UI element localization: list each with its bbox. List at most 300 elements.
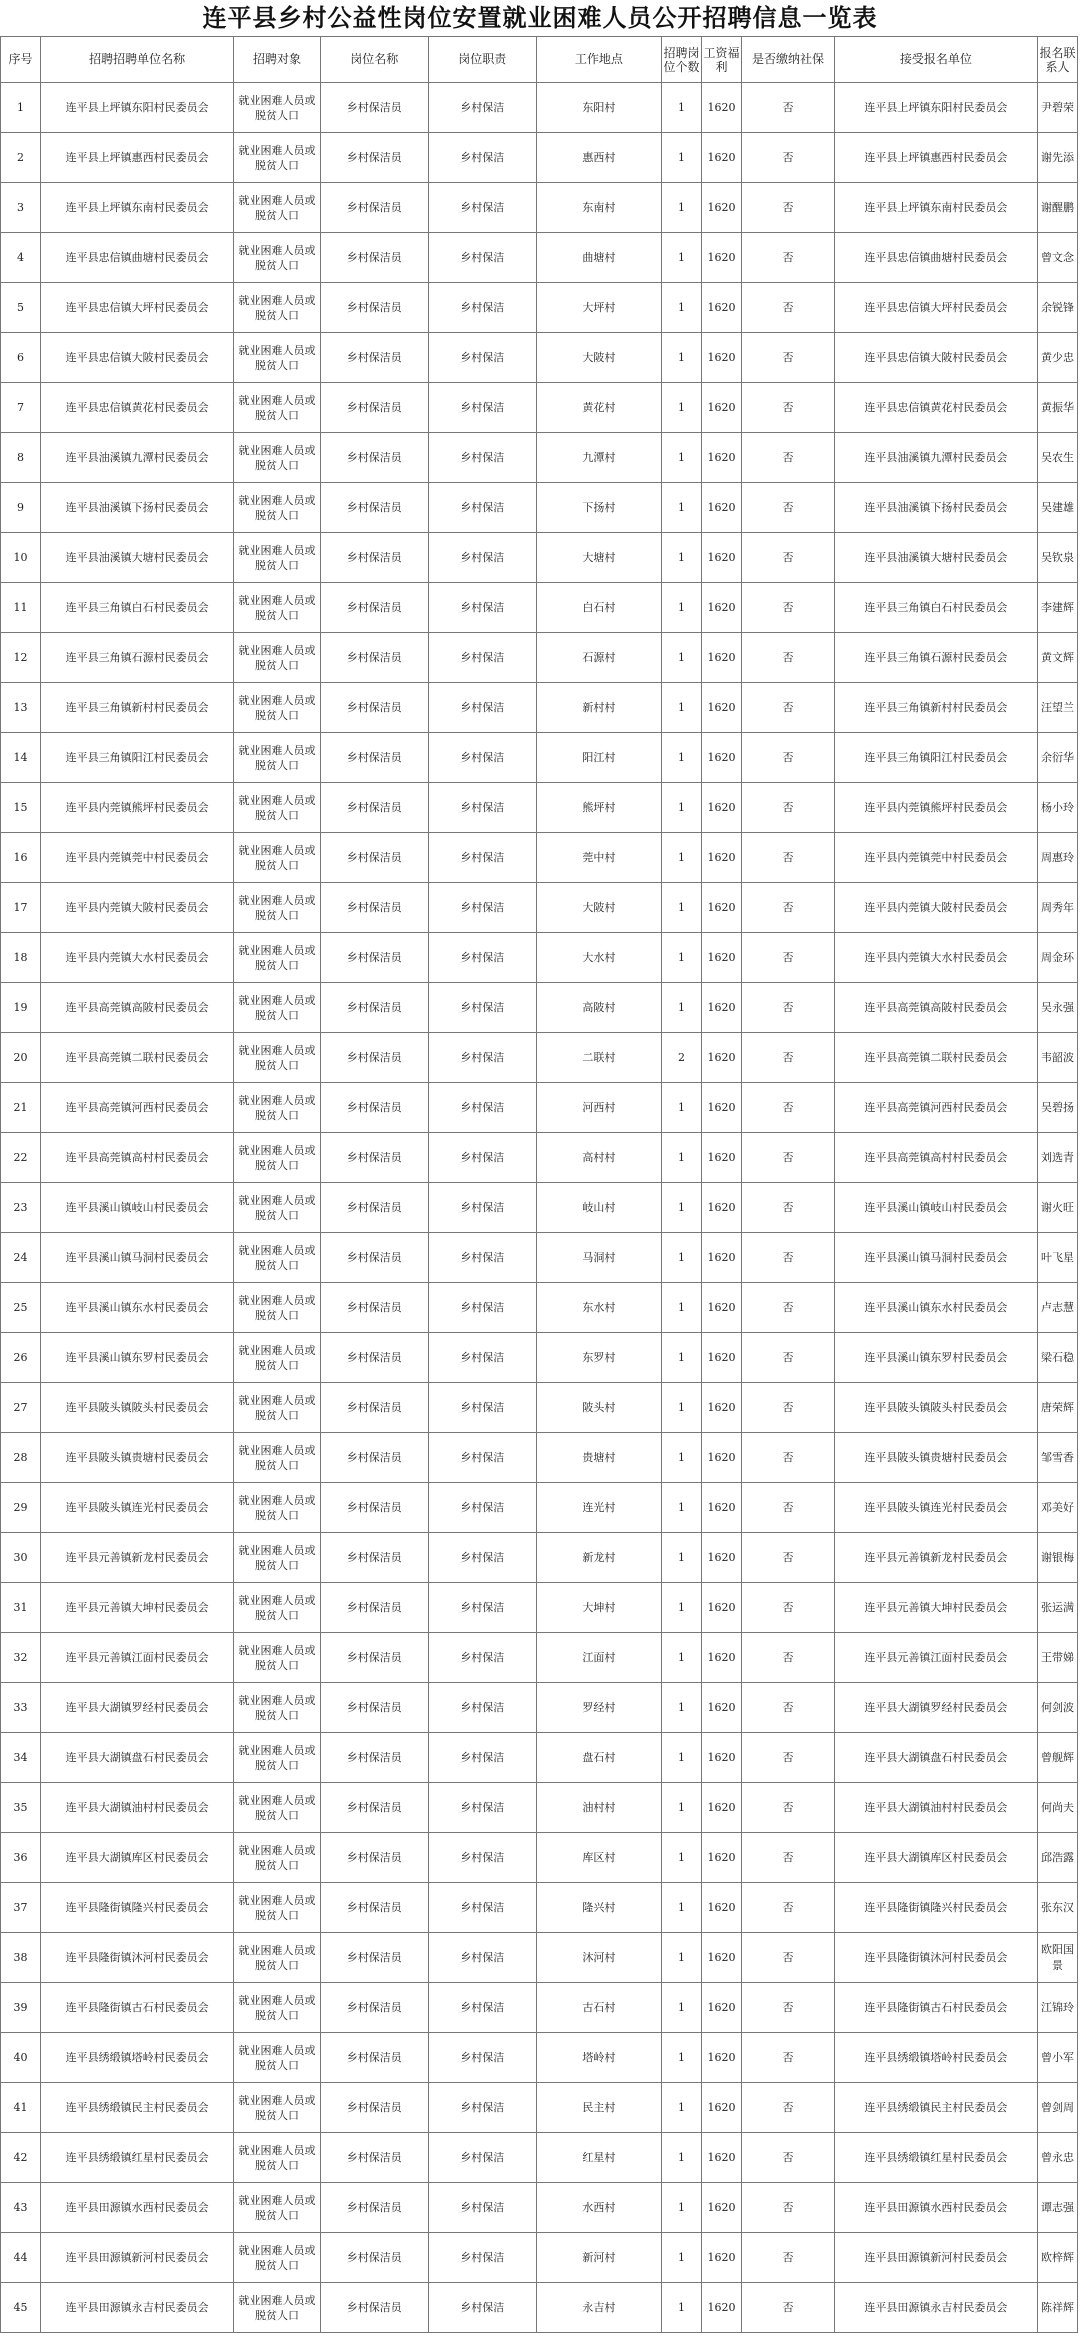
cell-no: 13: [1, 683, 41, 733]
cell-place: 河西村: [536, 1083, 661, 1133]
cell-count: 1: [662, 983, 702, 1033]
cell-insured: 否: [742, 1183, 835, 1233]
cell-count: 1: [662, 1733, 702, 1783]
cell-duty: 乡村保洁: [428, 2183, 536, 2233]
cell-salary: 1620: [702, 783, 742, 833]
cell-contact: 江锦玲: [1037, 1983, 1077, 2033]
cell-place: 石源村: [536, 633, 661, 683]
cell-target: 就业困难人员或脱贫人口: [234, 883, 320, 933]
cell-target: 就业困难人员或脱贫人口: [234, 483, 320, 533]
cell-post: 乡村保洁员: [320, 1983, 428, 2033]
table-row: [1, 633, 1078, 683]
cell-accept: 连平县忠信镇大坪村民委员会: [834, 283, 1037, 333]
cell-duty: 乡村保洁: [428, 2033, 536, 2083]
cell-unit: 连平县高莞镇高村村民委员会: [40, 1133, 233, 1183]
cell-place: 沐河村: [536, 1933, 661, 1983]
cell-count: 1: [662, 833, 702, 883]
cell-post: 乡村保洁员: [320, 483, 428, 533]
cell-accept: 连平县忠信镇黄花村民委员会: [834, 383, 1037, 433]
cell-insured: 否: [742, 1233, 835, 1283]
cell-post: 乡村保洁员: [320, 633, 428, 683]
cell-count: 1: [662, 2283, 702, 2333]
cell-no: 16: [1, 833, 41, 883]
cell-accept: 连平县绣缎镇塔岭村民委员会: [834, 2033, 1037, 2083]
cell-contact: 何剑波: [1037, 1683, 1077, 1733]
cell-contact: 黄文辉: [1037, 633, 1077, 683]
cell-duty: 乡村保洁: [428, 233, 536, 283]
cell-insured: 否: [742, 83, 835, 133]
cell-duty: 乡村保洁: [428, 1033, 536, 1083]
cell-target: 就业困难人员或脱贫人口: [234, 1433, 320, 1483]
cell-no: 4: [1, 233, 41, 283]
cell-post: 乡村保洁员: [320, 2233, 428, 2283]
cell-accept: 连平县上坪镇东南村民委员会: [834, 183, 1037, 233]
cell-accept: 连平县忠信镇大陂村民委员会: [834, 333, 1037, 383]
cell-contact: 谢火旺: [1037, 1183, 1077, 1233]
cell-unit: 连平县忠信镇大坪村民委员会: [40, 283, 233, 333]
cell-count: 1: [662, 1433, 702, 1483]
cell-unit: 连平县大湖镇盘石村民委员会: [40, 1733, 233, 1783]
cell-contact: 谢银梅: [1037, 1533, 1077, 1583]
cell-duty: 乡村保洁: [428, 1683, 536, 1733]
cell-count: 1: [662, 1533, 702, 1583]
cell-place: 库区村: [536, 1833, 661, 1883]
cell-insured: 否: [742, 183, 835, 233]
cell-target: 就业困难人员或脱贫人口: [234, 633, 320, 683]
cell-post: 乡村保洁员: [320, 1783, 428, 1833]
cell-unit: 连平县油溪镇九潭村民委员会: [40, 433, 233, 483]
cell-salary: 1620: [702, 2033, 742, 2083]
cell-unit: 连平县溪山镇马洞村民委员会: [40, 1233, 233, 1283]
cell-accept: 连平县隆街镇沐河村民委员会: [834, 1933, 1037, 1983]
cell-place: 黄花村: [536, 383, 661, 433]
cell-target: 就业困难人员或脱贫人口: [234, 933, 320, 983]
cell-target: 就业困难人员或脱贫人口: [234, 1583, 320, 1633]
cell-post: 乡村保洁员: [320, 1583, 428, 1633]
cell-salary: 1620: [702, 583, 742, 633]
cell-post: 乡村保洁员: [320, 1433, 428, 1483]
cell-target: 就业困难人员或脱贫人口: [234, 183, 320, 233]
table-row: [1, 483, 1078, 533]
cell-count: 1: [662, 183, 702, 233]
cell-salary: 1620: [702, 833, 742, 883]
cell-target: 就业困难人员或脱贫人口: [234, 2283, 320, 2333]
cell-salary: 1620: [702, 883, 742, 933]
cell-duty: 乡村保洁: [428, 683, 536, 733]
cell-place: 大陂村: [536, 883, 661, 933]
cell-unit: 连平县大湖镇油村村民委员会: [40, 1783, 233, 1833]
cell-salary: 1620: [702, 2083, 742, 2133]
cell-place: 新村村: [536, 683, 661, 733]
cell-duty: 乡村保洁: [428, 1983, 536, 2033]
table-row: [1, 1833, 1078, 1883]
table-row: [1, 983, 1078, 1033]
cell-unit: 连平县田源镇新河村民委员会: [40, 2233, 233, 2283]
cell-count: 1: [662, 1083, 702, 1133]
cell-insured: 否: [742, 1483, 835, 1533]
table-row: [1, 1733, 1078, 1783]
cell-no: 11: [1, 583, 41, 633]
cell-post: 乡村保洁员: [320, 783, 428, 833]
cell-salary: 1620: [702, 1983, 742, 2033]
table-row: [1, 2033, 1078, 2083]
cell-no: 39: [1, 1983, 41, 2033]
cell-duty: 乡村保洁: [428, 1283, 536, 1333]
table-row: [1, 533, 1078, 583]
cell-accept: 连平县陂头镇连光村民委员会: [834, 1483, 1037, 1533]
cell-target: 就业困难人员或脱贫人口: [234, 1883, 320, 1933]
cell-target: 就业困难人员或脱贫人口: [234, 583, 320, 633]
cell-contact: 杨小玲: [1037, 783, 1077, 833]
cell-target: 就业困难人员或脱贫人口: [234, 2083, 320, 2133]
cell-insured: 否: [742, 1633, 835, 1683]
cell-unit: 连平县元善镇江面村民委员会: [40, 1633, 233, 1683]
cell-post: 乡村保洁员: [320, 1733, 428, 1783]
cell-salary: 1620: [702, 983, 742, 1033]
cell-place: 盘石村: [536, 1733, 661, 1783]
cell-place: 熊坪村: [536, 783, 661, 833]
cell-count: 1: [662, 1233, 702, 1283]
table-row: [1, 733, 1078, 783]
cell-salary: 1620: [702, 333, 742, 383]
cell-count: 1: [662, 83, 702, 133]
cell-place: 塔岭村: [536, 2033, 661, 2083]
cell-duty: 乡村保洁: [428, 933, 536, 983]
cell-post: 乡村保洁员: [320, 1883, 428, 1933]
cell-no: 24: [1, 1233, 41, 1283]
cell-unit: 连平县忠信镇黄花村民委员会: [40, 383, 233, 433]
cell-salary: 1620: [702, 1733, 742, 1783]
cell-post: 乡村保洁员: [320, 733, 428, 783]
header-count: 招聘岗位个数: [662, 37, 702, 83]
cell-accept: 连平县元善镇江面村民委员会: [834, 1633, 1037, 1683]
cell-contact: 陈祥辉: [1037, 2283, 1077, 2333]
cell-accept: 连平县高莞镇二联村民委员会: [834, 1033, 1037, 1083]
cell-salary: 1620: [702, 2183, 742, 2233]
cell-place: 江面村: [536, 1633, 661, 1683]
cell-insured: 否: [742, 1383, 835, 1433]
cell-duty: 乡村保洁: [428, 1383, 536, 1433]
cell-salary: 1620: [702, 1383, 742, 1433]
cell-place: 大塘村: [536, 533, 661, 583]
cell-insured: 否: [742, 1283, 835, 1333]
cell-salary: 1620: [702, 633, 742, 683]
cell-post: 乡村保洁员: [320, 133, 428, 183]
cell-place: 二联村: [536, 1033, 661, 1083]
cell-unit: 连平县油溪镇下扬村民委员会: [40, 483, 233, 533]
cell-post: 乡村保洁员: [320, 1633, 428, 1683]
cell-count: 1: [662, 233, 702, 283]
cell-unit: 连平县隆街镇沐河村民委员会: [40, 1933, 233, 1983]
cell-no: 18: [1, 933, 41, 983]
cell-place: 隆兴村: [536, 1883, 661, 1933]
cell-no: 37: [1, 1883, 41, 1933]
cell-contact: 吴永强: [1037, 983, 1077, 1033]
cell-target: 就业困难人员或脱贫人口: [234, 2133, 320, 2183]
cell-post: 乡村保洁员: [320, 833, 428, 883]
cell-unit: 连平县田源镇永吉村民委员会: [40, 2283, 233, 2333]
table-row: [1, 833, 1078, 883]
cell-no: 6: [1, 333, 41, 383]
cell-post: 乡村保洁员: [320, 2083, 428, 2133]
cell-target: 就业困难人员或脱贫人口: [234, 733, 320, 783]
header-insured: 是否缴纳社保: [742, 37, 835, 83]
header-target: 招聘对象: [234, 37, 320, 83]
cell-post: 乡村保洁员: [320, 1833, 428, 1883]
cell-count: 1: [662, 1283, 702, 1333]
cell-post: 乡村保洁员: [320, 533, 428, 583]
cell-unit: 连平县高莞镇高陂村民委员会: [40, 983, 233, 1033]
cell-contact: 梁石稳: [1037, 1333, 1077, 1383]
cell-post: 乡村保洁员: [320, 883, 428, 933]
cell-target: 就业困难人员或脱贫人口: [234, 83, 320, 133]
cell-place: 连光村: [536, 1483, 661, 1533]
cell-place: 古石村: [536, 1983, 661, 2033]
cell-contact: 邓美好: [1037, 1483, 1077, 1533]
table-row: [1, 2083, 1078, 2133]
cell-target: 就业困难人员或脱贫人口: [234, 1133, 320, 1183]
cell-no: 21: [1, 1083, 41, 1133]
cell-salary: 1620: [702, 1183, 742, 1233]
table-row: [1, 1583, 1078, 1633]
cell-accept: 连平县大湖镇罗经村民委员会: [834, 1683, 1037, 1733]
cell-accept: 连平县陂头镇陂头村民委员会: [834, 1383, 1037, 1433]
cell-duty: 乡村保洁: [428, 2233, 536, 2283]
cell-target: 就业困难人员或脱贫人口: [234, 1783, 320, 1833]
cell-post: 乡村保洁员: [320, 83, 428, 133]
cell-accept: 连平县大湖镇油村村民委员会: [834, 1783, 1037, 1833]
cell-insured: 否: [742, 383, 835, 433]
cell-unit: 连平县三角镇白石村民委员会: [40, 583, 233, 633]
cell-place: 大陂村: [536, 333, 661, 383]
cell-no: 43: [1, 2183, 41, 2233]
cell-no: 33: [1, 1683, 41, 1733]
cell-contact: 曾小军: [1037, 2033, 1077, 2083]
cell-count: 1: [662, 2233, 702, 2283]
cell-unit: 连平县内莞镇莞中村民委员会: [40, 833, 233, 883]
cell-count: 1: [662, 1633, 702, 1683]
cell-count: 1: [662, 683, 702, 733]
header-unit: 招聘招聘单位名称: [40, 37, 233, 83]
table-row: [1, 2183, 1078, 2233]
cell-count: 1: [662, 333, 702, 383]
cell-no: 26: [1, 1333, 41, 1383]
cell-salary: 1620: [702, 1233, 742, 1283]
cell-count: 1: [662, 1183, 702, 1233]
cell-target: 就业困难人员或脱贫人口: [234, 233, 320, 283]
cell-contact: 叶飞星: [1037, 1233, 1077, 1283]
cell-unit: 连平县三角镇石源村民委员会: [40, 633, 233, 683]
cell-place: 东南村: [536, 183, 661, 233]
cell-unit: 连平县元善镇大坤村民委员会: [40, 1583, 233, 1633]
cell-unit: 连平县大湖镇库区村民委员会: [40, 1833, 233, 1883]
cell-unit: 连平县隆街镇隆兴村民委员会: [40, 1883, 233, 1933]
cell-no: 10: [1, 533, 41, 583]
cell-contact: 周惠玲: [1037, 833, 1077, 883]
cell-target: 就业困难人员或脱贫人口: [234, 1283, 320, 1333]
cell-insured: 否: [742, 1983, 835, 2033]
cell-insured: 否: [742, 1333, 835, 1383]
cell-target: 就业困难人员或脱贫人口: [234, 983, 320, 1033]
cell-place: 曲塘村: [536, 233, 661, 283]
cell-insured: 否: [742, 783, 835, 833]
cell-place: 莞中村: [536, 833, 661, 883]
cell-count: 1: [662, 283, 702, 333]
cell-count: 1: [662, 533, 702, 583]
cell-place: 新龙村: [536, 1533, 661, 1583]
cell-contact: 李建辉: [1037, 583, 1077, 633]
cell-insured: 否: [742, 1783, 835, 1833]
cell-contact: 何尚夫: [1037, 1783, 1077, 1833]
cell-insured: 否: [742, 883, 835, 933]
cell-no: 35: [1, 1783, 41, 1833]
cell-insured: 否: [742, 983, 835, 1033]
table-row: [1, 1333, 1078, 1383]
table-row: [1, 1483, 1078, 1533]
cell-no: 17: [1, 883, 41, 933]
cell-post: 乡村保洁员: [320, 933, 428, 983]
cell-place: 马洞村: [536, 1233, 661, 1283]
table-header-row: [1, 37, 1078, 83]
cell-no: 44: [1, 2233, 41, 2283]
cell-post: 乡村保洁员: [320, 1183, 428, 1233]
cell-duty: 乡村保洁: [428, 1583, 536, 1633]
cell-duty: 乡村保洁: [428, 583, 536, 633]
cell-target: 就业困难人员或脱贫人口: [234, 283, 320, 333]
cell-unit: 连平县上坪镇东南村民委员会: [40, 183, 233, 233]
cell-unit: 连平县高莞镇二联村民委员会: [40, 1033, 233, 1083]
cell-post: 乡村保洁员: [320, 233, 428, 283]
cell-post: 乡村保洁员: [320, 333, 428, 383]
cell-no: 7: [1, 383, 41, 433]
cell-unit: 连平县三角镇新村村民委员会: [40, 683, 233, 733]
cell-count: 1: [662, 2033, 702, 2083]
cell-accept: 连平县内莞镇大陂村民委员会: [834, 883, 1037, 933]
cell-place: 贵塘村: [536, 1433, 661, 1483]
cell-target: 就业困难人员或脱贫人口: [234, 1083, 320, 1133]
cell-place: 油村村: [536, 1783, 661, 1833]
cell-insured: 否: [742, 1883, 835, 1933]
cell-no: 38: [1, 1933, 41, 1983]
cell-duty: 乡村保洁: [428, 883, 536, 933]
cell-insured: 否: [742, 133, 835, 183]
cell-duty: 乡村保洁: [428, 1883, 536, 1933]
cell-contact: 吴钦泉: [1037, 533, 1077, 583]
cell-place: 陂头村: [536, 1383, 661, 1433]
cell-unit: 连平县高莞镇河西村民委员会: [40, 1083, 233, 1133]
cell-place: 东水村: [536, 1283, 661, 1333]
cell-accept: 连平县溪山镇岐山村民委员会: [834, 1183, 1037, 1233]
cell-place: 惠西村: [536, 133, 661, 183]
cell-salary: 1620: [702, 1433, 742, 1483]
cell-unit: 连平县油溪镇大塘村民委员会: [40, 533, 233, 583]
cell-no: 22: [1, 1133, 41, 1183]
cell-count: 1: [662, 883, 702, 933]
cell-target: 就业困难人员或脱贫人口: [234, 1033, 320, 1083]
header-duty: 岗位职责: [428, 37, 536, 83]
cell-duty: 乡村保洁: [428, 1783, 536, 1833]
cell-place: 水西村: [536, 2183, 661, 2233]
cell-contact: 周秀年: [1037, 883, 1077, 933]
cell-post: 乡村保洁员: [320, 583, 428, 633]
cell-contact: 唐荣辉: [1037, 1383, 1077, 1433]
cell-unit: 连平县绣缎镇红星村民委员会: [40, 2133, 233, 2183]
cell-duty: 乡村保洁: [428, 283, 536, 333]
cell-salary: 1620: [702, 733, 742, 783]
cell-duty: 乡村保洁: [428, 83, 536, 133]
cell-duty: 乡村保洁: [428, 1533, 536, 1583]
header-accept: 接受报名单位: [834, 37, 1037, 83]
cell-duty: 乡村保洁: [428, 1933, 536, 1983]
cell-salary: 1620: [702, 1633, 742, 1683]
cell-contact: 余衍华: [1037, 733, 1077, 783]
table-row: [1, 1083, 1078, 1133]
cell-salary: 1620: [702, 1883, 742, 1933]
cell-insured: 否: [742, 2083, 835, 2133]
cell-post: 乡村保洁员: [320, 1233, 428, 1283]
cell-place: 民主村: [536, 2083, 661, 2133]
cell-accept: 连平县陂头镇贵塘村民委员会: [834, 1433, 1037, 1483]
cell-insured: 否: [742, 1683, 835, 1733]
cell-post: 乡村保洁员: [320, 2033, 428, 2083]
cell-accept: 连平县田源镇永吉村民委员会: [834, 2283, 1037, 2333]
table-row: [1, 433, 1078, 483]
cell-contact: 谢先添: [1037, 133, 1077, 183]
cell-no: 15: [1, 783, 41, 833]
cell-accept: 连平县忠信镇曲塘村民委员会: [834, 233, 1037, 283]
table-row: [1, 233, 1078, 283]
cell-count: 2: [662, 1033, 702, 1083]
cell-place: 大坤村: [536, 1583, 661, 1633]
table-row: [1, 1033, 1078, 1083]
cell-no: 40: [1, 2033, 41, 2083]
cell-duty: 乡村保洁: [428, 1183, 536, 1233]
cell-salary: 1620: [702, 2233, 742, 2283]
cell-contact: 张运满: [1037, 1583, 1077, 1633]
cell-salary: 1620: [702, 1533, 742, 1583]
cell-place: 大坪村: [536, 283, 661, 333]
cell-duty: 乡村保洁: [428, 1833, 536, 1883]
cell-insured: 否: [742, 2133, 835, 2183]
cell-salary: 1620: [702, 683, 742, 733]
cell-place: 东阳村: [536, 83, 661, 133]
table-row: [1, 1183, 1078, 1233]
cell-count: 1: [662, 1883, 702, 1933]
cell-contact: 韦韶波: [1037, 1033, 1077, 1083]
table-row: [1, 283, 1078, 333]
cell-salary: 1620: [702, 233, 742, 283]
cell-insured: 否: [742, 2183, 835, 2233]
table-row: [1, 1133, 1078, 1183]
cell-target: 就业困难人员或脱贫人口: [234, 1833, 320, 1883]
cell-count: 1: [662, 1383, 702, 1433]
cell-no: 34: [1, 1733, 41, 1783]
cell-target: 就业困难人员或脱贫人口: [234, 2233, 320, 2283]
cell-insured: 否: [742, 2033, 835, 2083]
cell-unit: 连平县忠信镇曲塘村民委员会: [40, 233, 233, 283]
table-row: [1, 1233, 1078, 1283]
cell-accept: 连平县三角镇新村村民委员会: [834, 683, 1037, 733]
cell-unit: 连平县内莞镇大陂村民委员会: [40, 883, 233, 933]
cell-unit: 连平县元善镇新龙村民委员会: [40, 1533, 233, 1583]
table-row: [1, 1883, 1078, 1933]
cell-post: 乡村保洁员: [320, 1683, 428, 1733]
cell-no: 9: [1, 483, 41, 533]
cell-salary: 1620: [702, 1283, 742, 1333]
cell-count: 1: [662, 1983, 702, 2033]
cell-no: 3: [1, 183, 41, 233]
cell-no: 30: [1, 1533, 41, 1583]
